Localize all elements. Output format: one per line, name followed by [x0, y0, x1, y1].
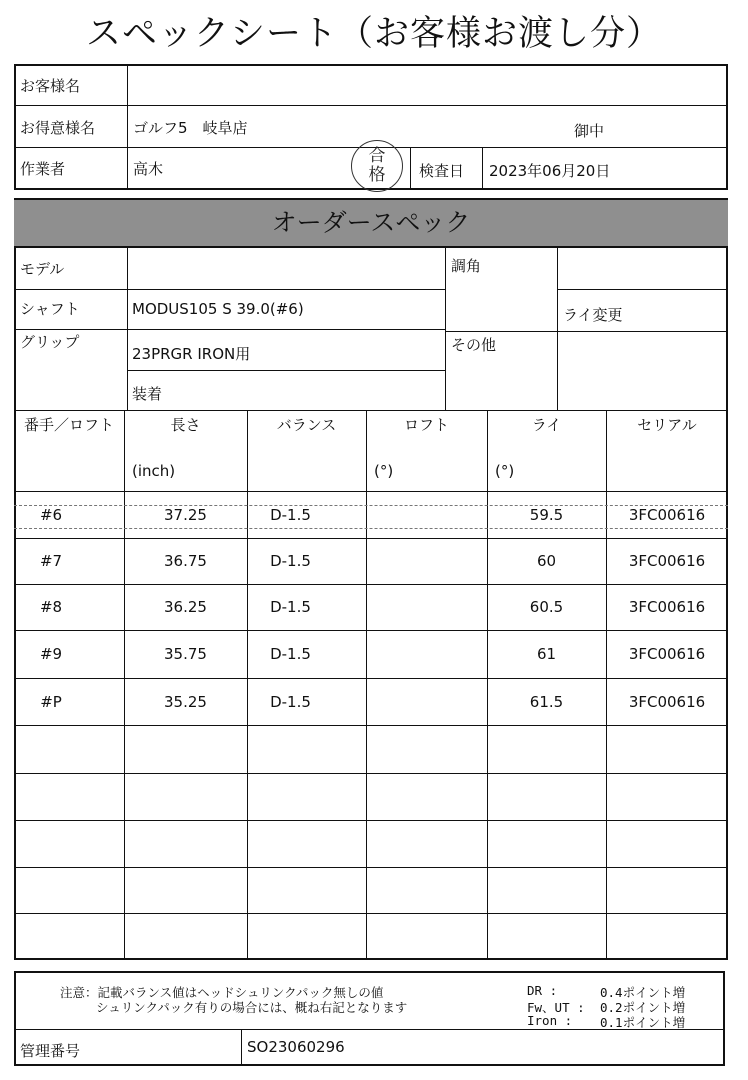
grip-label: グリップ — [20, 333, 80, 351]
table-cell-lie-col: 59.5 — [529, 505, 564, 524]
inspection-stamp — [351, 140, 403, 192]
column-header: セリアル — [637, 416, 697, 434]
table-cell-club-col: #9 — [39, 645, 63, 663]
divider — [127, 370, 445, 371]
column-header: ライ — [531, 416, 562, 434]
customer-label: お客様名 — [20, 77, 81, 95]
other-label: その他 — [451, 336, 497, 354]
table-cell-club-col: #6 — [39, 505, 63, 524]
divider — [241, 1029, 242, 1066]
divider — [557, 289, 728, 290]
column-unit: (°) — [495, 462, 515, 480]
table-cell-serial-col: 3FC00616 — [628, 505, 706, 524]
column-header: 番手／ロフト — [23, 416, 114, 434]
control-number-label: 管理番号 — [20, 1042, 81, 1060]
table-cell-serial-col: 3FC00616 — [628, 645, 706, 663]
inspection-date: 2023年06月20日 — [489, 162, 611, 180]
row-divider — [14, 867, 728, 868]
table-cell-length-col: 35.25 — [164, 692, 207, 711]
row-divider — [14, 820, 728, 821]
table-cell-club-col: #P — [40, 692, 62, 711]
table-cell-serial-col: 3FC00616 — [628, 692, 706, 711]
table-cell-club-col: #7 — [39, 552, 63, 570]
worker-value: 高木 — [133, 160, 164, 178]
grip-value: 23PRGR IRON用 — [132, 345, 251, 363]
row-divider — [14, 773, 728, 774]
dealer-label: お得意様名 — [20, 119, 96, 137]
adjustment-value: 0.2ポイント増 — [600, 1000, 686, 1015]
adjustment-club: DR : — [527, 983, 558, 998]
column-header: 長さ — [170, 416, 201, 434]
table-cell-length-col: 35.75 — [164, 645, 207, 663]
table-cell-length-col: 37.25 — [164, 505, 207, 524]
model-label: モデル — [20, 260, 65, 278]
column-divider — [487, 410, 488, 960]
column-divider — [247, 410, 248, 960]
table-cell-balance-col: D-1.5 — [270, 598, 311, 616]
row-divider — [14, 410, 728, 411]
stamp-bottom-char: 格 — [368, 165, 386, 185]
divider — [445, 248, 446, 410]
adjustment-club: Iron : — [527, 1013, 573, 1028]
fitting-label: 装着 — [132, 385, 163, 403]
table-cell-lie-col: 60.5 — [529, 598, 564, 616]
lie-change-label: ライ変更 — [563, 306, 623, 324]
table-cell-lie-col: 61.5 — [529, 692, 564, 711]
divider — [557, 248, 558, 410]
row-divider — [14, 725, 728, 726]
row-divider — [14, 678, 728, 679]
table-cell-length-col: 36.75 — [164, 552, 207, 570]
column-divider — [606, 410, 607, 960]
page-title: スペックシート（お客様お渡し分） — [85, 14, 662, 54]
column-header: バランス — [276, 416, 337, 434]
shaft-value: MODUS105 S 39.0(#6) — [132, 300, 304, 318]
note-label: 注意： — [60, 985, 98, 1000]
order-spec-banner: オーダースペック — [14, 198, 728, 248]
table-cell-lie-col: 60 — [536, 552, 557, 570]
divider — [14, 105, 728, 106]
table-cell-balance-col: D-1.5 — [270, 692, 311, 711]
note-line-2: シュリンクパック有りの場合には、概ね右記となります — [96, 1000, 408, 1015]
shaft-label: シャフト — [20, 300, 80, 318]
row-divider — [14, 491, 728, 492]
column-unit: (°) — [374, 462, 394, 480]
row-divider — [14, 538, 728, 539]
adjustment-club: Fw、UT : — [527, 1000, 585, 1015]
honorific: 御中 — [574, 122, 605, 140]
divider — [445, 331, 728, 332]
table-cell-balance-col: D-1.5 — [270, 645, 311, 663]
control-number-value: SO23060296 — [247, 1038, 345, 1056]
table-cell-lie-col: 61 — [536, 645, 557, 663]
divider — [482, 147, 483, 190]
adjust-label: 調角 — [451, 257, 482, 275]
divider — [14, 289, 445, 290]
table-cell-balance-col: D-1.5 — [270, 552, 311, 570]
row-divider — [14, 913, 728, 914]
balance-note — [60, 985, 407, 1015]
divider — [127, 64, 128, 190]
table-cell-balance-col: D-1.5 — [270, 505, 311, 524]
column-divider — [124, 410, 125, 960]
dealer-value: ゴルフ5 岐阜店 — [133, 119, 248, 137]
row-divider — [14, 584, 728, 585]
row-divider — [14, 630, 728, 631]
table-cell-club-col: #8 — [39, 598, 63, 616]
table-cell-serial-col: 3FC00616 — [628, 552, 706, 570]
column-divider — [366, 410, 367, 960]
table-cell-serial-col: 3FC00616 — [628, 598, 706, 616]
note-line-1: 記載バランス値はヘッドシュリンクパック無しの値 — [97, 985, 384, 1000]
worker-label: 作業者 — [20, 160, 66, 178]
adjustment-value: 0.1ポイント増 — [600, 1015, 686, 1030]
table-cell-length-col: 36.25 — [164, 598, 207, 616]
stamp-top-char: 合 — [368, 146, 386, 166]
divider — [14, 329, 445, 330]
inspection-label: 検査日 — [419, 162, 465, 180]
column-unit: (inch) — [132, 462, 176, 480]
dashed-guide — [14, 528, 728, 529]
adjustment-value: 0.4ポイント増 — [600, 985, 686, 1000]
divider — [410, 147, 411, 190]
column-header: ロフト — [403, 416, 449, 434]
